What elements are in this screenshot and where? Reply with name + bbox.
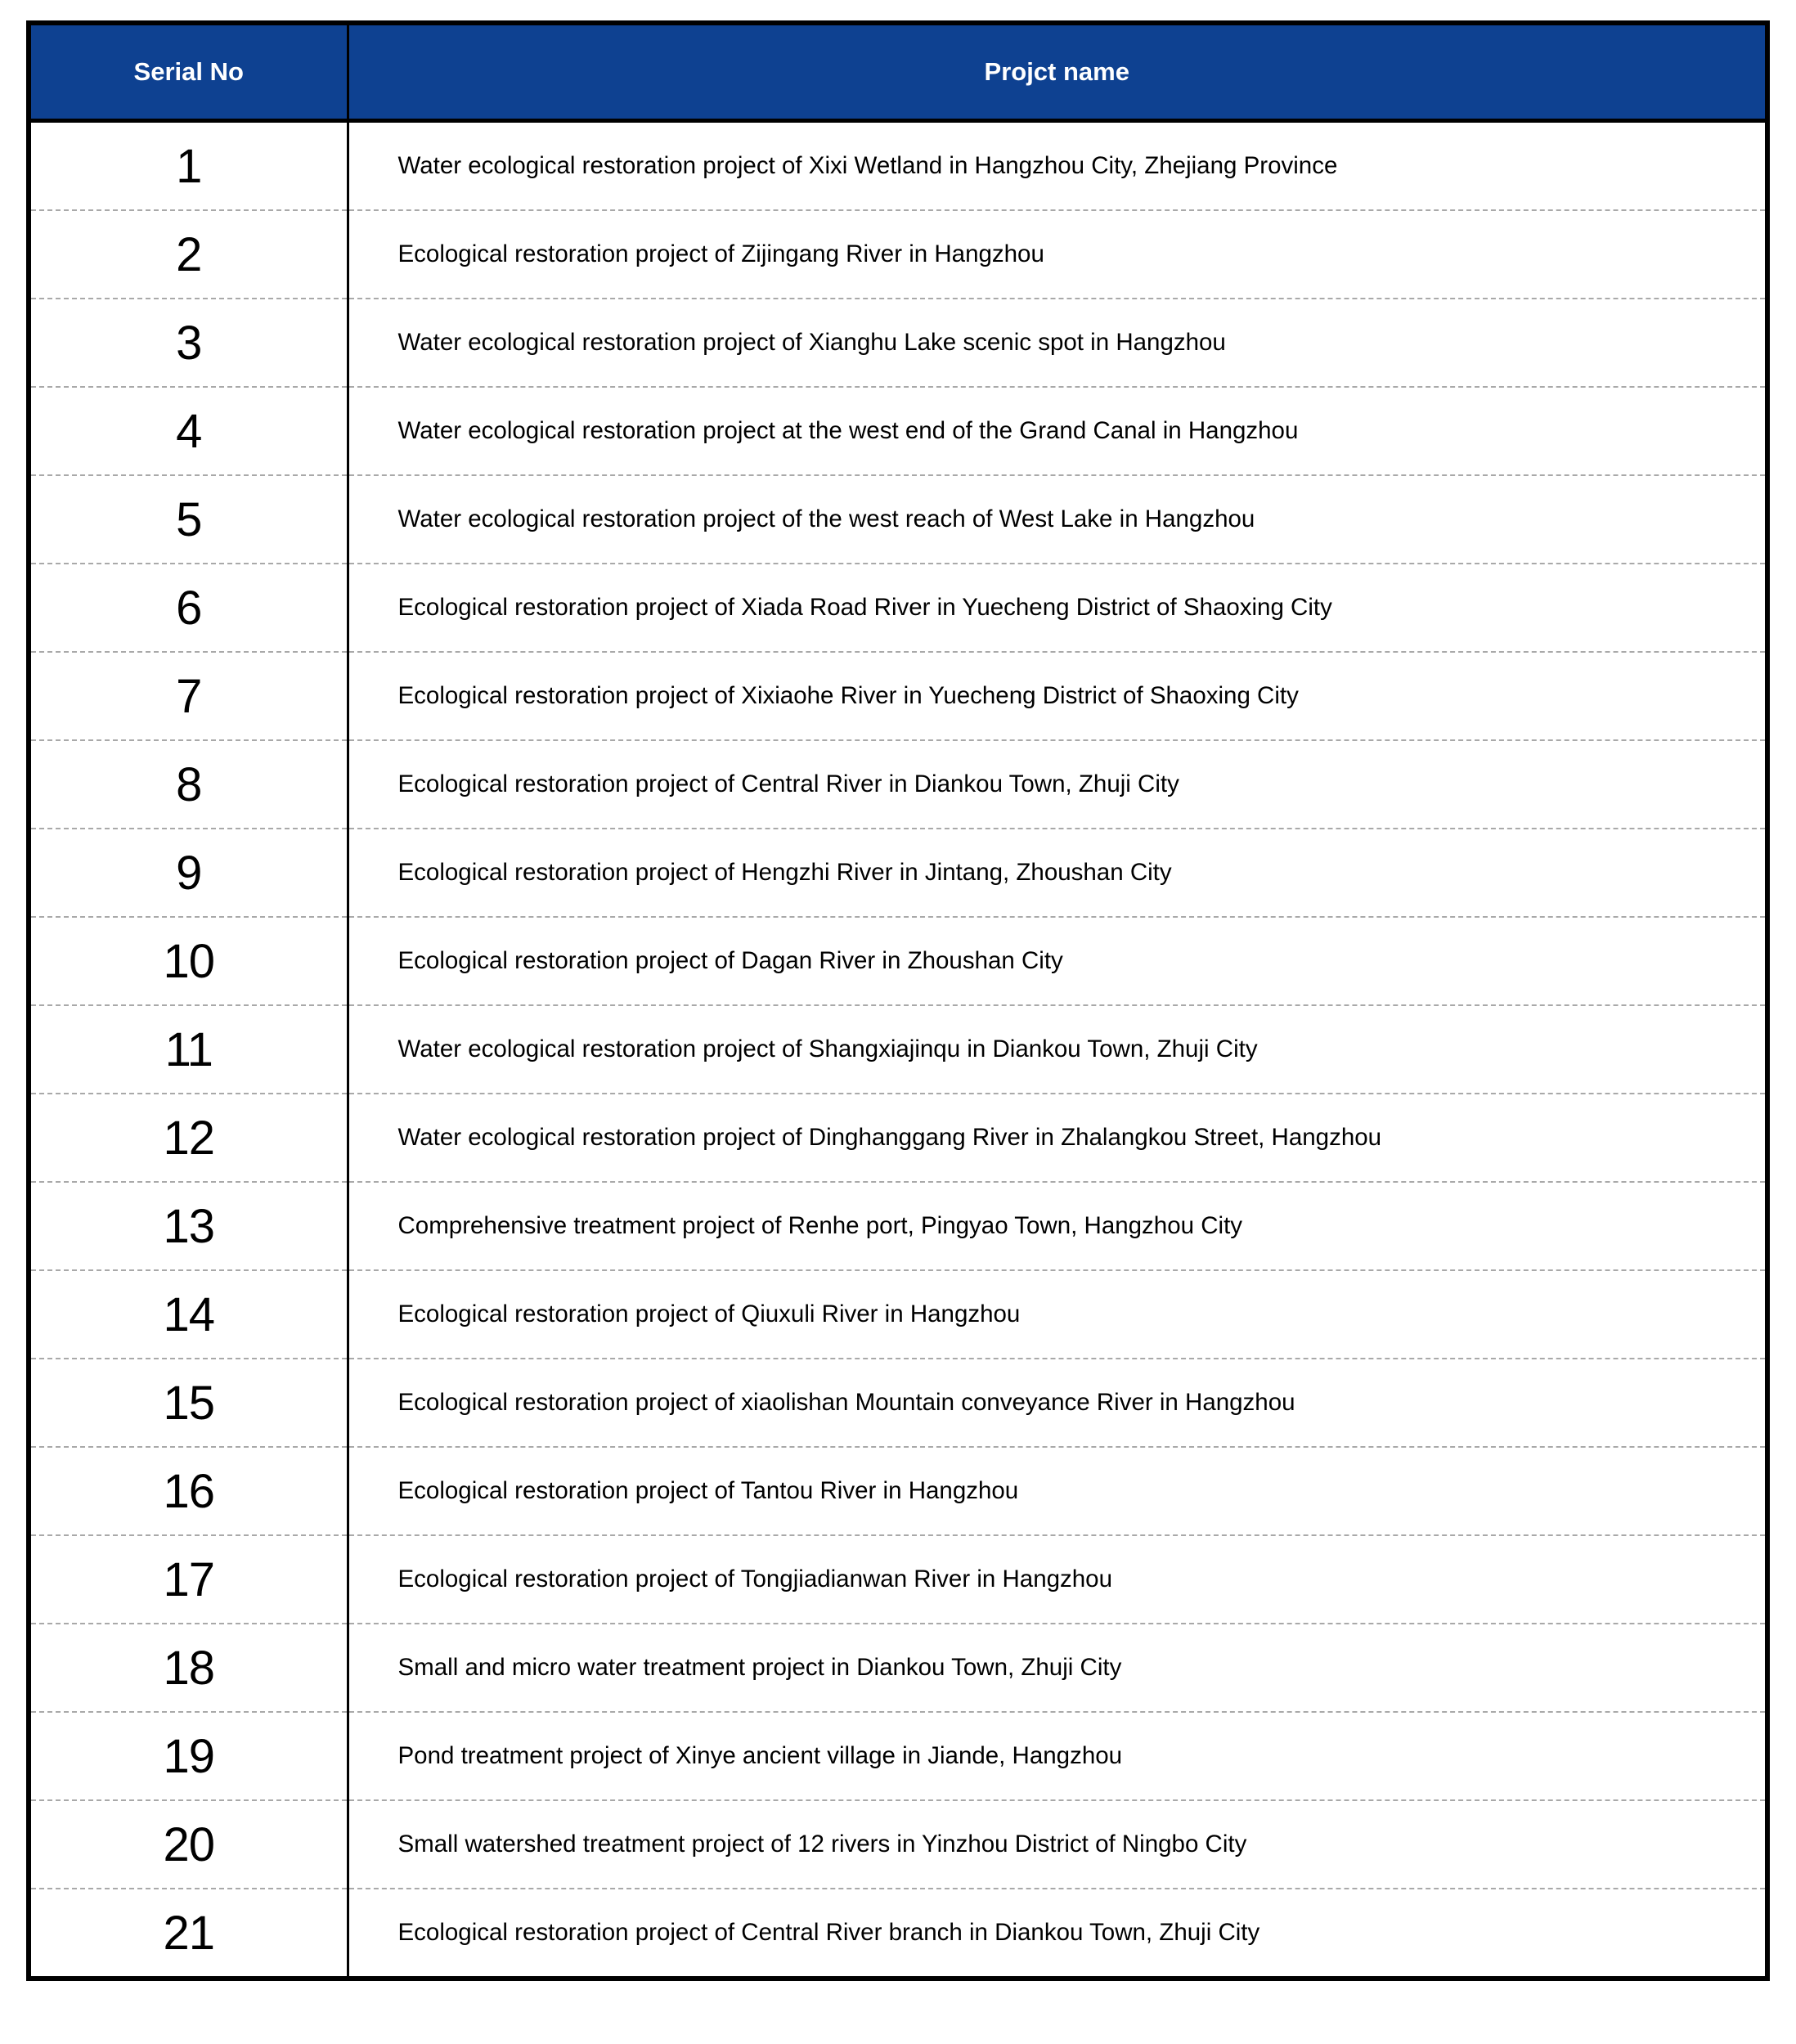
project-name-cell: Small watershed treatment project of 12 rivers in Yinzhou District of Ningbo City	[348, 1800, 1767, 1889]
table-row	[29, 387, 1767, 475]
serial-number-cell: 15	[29, 1359, 348, 1447]
project-name-cell: Ecological restoration project of Qiuxuli River in Hangzhou	[348, 1270, 1767, 1359]
serial-number-cell: 10	[29, 917, 348, 1005]
project-name-cell: Ecological restoration project of Hengzhi River in Jintang, Zhoushan City	[348, 829, 1767, 917]
serial-no-column-header: Serial No	[29, 23, 348, 121]
project-name-cell: Small and micro water treatment project in Diankou Town, Zhuji City	[348, 1624, 1767, 1712]
serial-number-cell: 11	[29, 1005, 348, 1094]
table-header-row	[29, 23, 1767, 121]
serial-number-cell: 3	[29, 299, 348, 387]
table-row	[29, 1535, 1767, 1624]
project-name-cell: Ecological restoration project of Tantou River in Hangzhou	[348, 1447, 1767, 1535]
project-name-cell: Ecological restoration project of Zijingang River in Hangzhou	[348, 210, 1767, 299]
table-row	[29, 121, 1767, 211]
table-row	[29, 210, 1767, 299]
project-name-cell: Water ecological restoration project of Shangxiajinqu in Diankou Town, Zhuji City	[348, 1005, 1767, 1094]
table-row	[29, 1094, 1767, 1182]
project-name-column-header: Projct name	[348, 23, 1767, 121]
table-row	[29, 475, 1767, 564]
serial-number-cell: 8	[29, 740, 348, 829]
serial-number-cell: 18	[29, 1624, 348, 1712]
project-name-cell: Water ecological restoration project at the west end of the Grand Canal in Hangzhou	[348, 387, 1767, 475]
table-row	[29, 1889, 1767, 1979]
serial-number-cell: 21	[29, 1889, 348, 1979]
table-body	[29, 121, 1767, 1979]
project-name-cell: Ecological restoration project of Central River in Diankou Town, Zhuji City	[348, 740, 1767, 829]
project-name-cell: Ecological restoration project of Tongjiadianwan River in Hangzhou	[348, 1535, 1767, 1624]
serial-number-cell: 12	[29, 1094, 348, 1182]
table-row	[29, 652, 1767, 740]
serial-number-cell: 13	[29, 1182, 348, 1270]
table-row	[29, 740, 1767, 829]
table-row	[29, 1270, 1767, 1359]
table-row	[29, 829, 1767, 917]
serial-number-cell: 6	[29, 564, 348, 652]
project-name-cell: Ecological restoration project of Xixiaohe River in Yuecheng District of Shaoxing City	[348, 652, 1767, 740]
serial-number-cell: 19	[29, 1712, 348, 1800]
project-name-cell: Water ecological restoration project of Xianghu Lake scenic spot in Hangzhou	[348, 299, 1767, 387]
table-row	[29, 1800, 1767, 1889]
project-name-cell: Water ecological restoration project of the west reach of West Lake in Hangzhou	[348, 475, 1767, 564]
serial-number-cell: 14	[29, 1270, 348, 1359]
table-row	[29, 1447, 1767, 1535]
table-row	[29, 1712, 1767, 1800]
project-name-cell: Ecological restoration project of Dagan River in Zhoushan City	[348, 917, 1767, 1005]
serial-number-cell: 2	[29, 210, 348, 299]
table-row	[29, 564, 1767, 652]
serial-number-cell: 20	[29, 1800, 348, 1889]
project-name-cell: Comprehensive treatment project of Renhe port, Pingyao Town, Hangzhou City	[348, 1182, 1767, 1270]
project-name-cell: Ecological restoration project of xiaolishan Mountain conveyance River in Hangzhou	[348, 1359, 1767, 1447]
table-row	[29, 299, 1767, 387]
project-name-cell: Ecological restoration project of Xiada Road River in Yuecheng District of Shaoxing City	[348, 564, 1767, 652]
table-row	[29, 917, 1767, 1005]
table-row	[29, 1359, 1767, 1447]
projects-table	[26, 20, 1770, 1981]
serial-number-cell: 4	[29, 387, 348, 475]
table-row	[29, 1182, 1767, 1270]
project-name-cell: Ecological restoration project of Central River branch in Diankou Town, Zhuji City	[348, 1889, 1767, 1979]
serial-number-cell: 17	[29, 1535, 348, 1624]
project-name-cell: Pond treatment project of Xinye ancient village in Jiande, Hangzhou	[348, 1712, 1767, 1800]
table-row	[29, 1005, 1767, 1094]
serial-number-cell: 16	[29, 1447, 348, 1535]
project-name-cell: Water ecological restoration project of Dinghanggang River in Zhalangkou Street, Hangzhou	[348, 1094, 1767, 1182]
serial-number-cell: 1	[29, 121, 348, 211]
serial-number-cell: 5	[29, 475, 348, 564]
serial-number-cell: 7	[29, 652, 348, 740]
project-name-cell: Water ecological restoration project of Xixi Wetland in Hangzhou City, Zhejiang Province	[348, 121, 1767, 211]
serial-number-cell: 9	[29, 829, 348, 917]
table-row	[29, 1624, 1767, 1712]
